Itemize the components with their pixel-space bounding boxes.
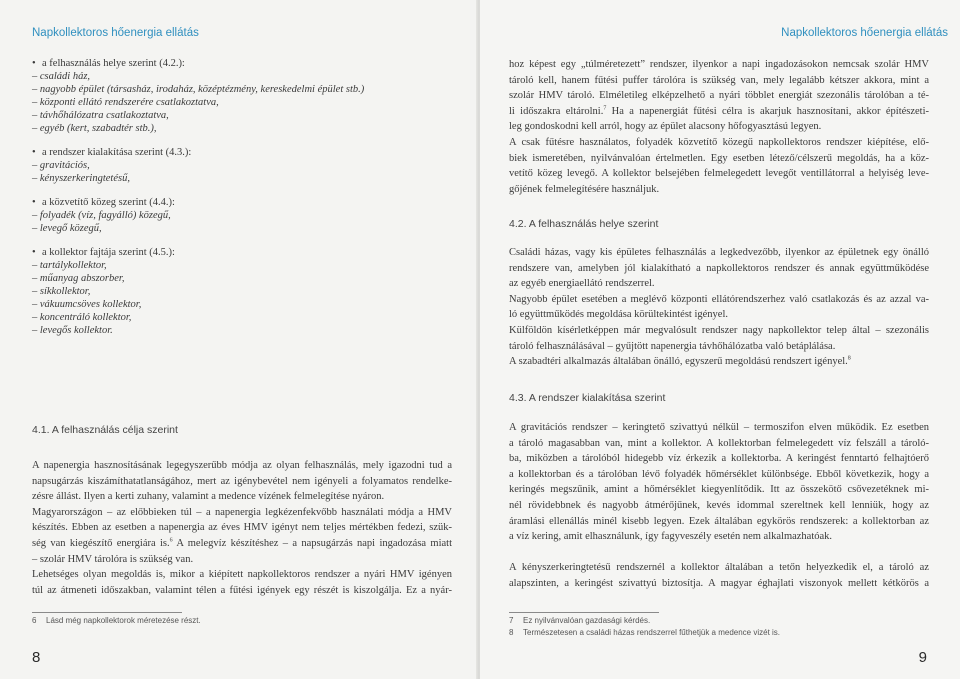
text-line (509, 545, 929, 561)
text-line: az egyéb energiaellátó rendszerrel. (509, 278, 655, 290)
list-item: – távhőhálózatra csatlakoztatva, (32, 110, 169, 121)
body-paragraph (509, 57, 929, 197)
list-lead: • a közvetítő közeg szerint (4.4.): (32, 197, 175, 208)
footnote-divider (32, 612, 182, 613)
body-paragraph (509, 420, 929, 592)
text-line: vetítő közeg levegő. A kollektor belsejében felmelegedett levegőt ventillátorral a helyiség leve- (509, 168, 929, 180)
list-item: – műanyag abszorber, (32, 273, 125, 284)
body-paragraph (32, 458, 452, 598)
text-line: Nagyobb épület esetében a meglévő központi ellátórendszerhez való csatlakozás és az azzal va- (509, 293, 929, 305)
list-item: – családi ház, (32, 71, 91, 82)
text-line: napsugárzás kiszámíthatatlanságához, mert az igénybevétel nem igényeli a folyamatos rendelke- (32, 475, 452, 487)
section-heading-4-1: 4.1. A felhasználás célja szerint (32, 424, 178, 436)
text-line: leg gondoskodni kell arról, hogy az épület alacsony hőfogyasztású legyen. (509, 121, 822, 133)
running-head-right: Napkollektoros hőenergia ellátás (781, 27, 948, 39)
text-line: – szolár HMV tárolóra is szükség van. (32, 553, 194, 565)
list-item: – folyadék (víz, fagyálló) közegű, (32, 210, 171, 221)
text-line: A napenergia hasznosításának legegyszerűbb módja az olyan felhasználás, mely igazodni tud a (32, 460, 452, 471)
list-item: – tartálykollektor, (32, 260, 107, 271)
list-item: – egyéb (kert, szabadtér stb.), (32, 123, 157, 134)
footnote: 6 Lásd még napkollektorok méretezése részt. (32, 616, 201, 625)
text-line: A gravitációs rendszer – keringtető szivattyú nélkül – termoszifon elven működik. Ez esetben (509, 422, 929, 433)
list-item: – koncentráló kollektor, (32, 312, 132, 323)
text-line: keringés megszűnik, amint a hőmérséklet kiegyenlítődik. Itt az összekötő csővezetéknek mi- (509, 484, 929, 496)
bullet-icon: • (32, 197, 36, 208)
footnote: 7 Ez nyilvánvalóan gazdasági kérdés. (509, 616, 651, 625)
classification-list (32, 57, 452, 337)
page-number: 8 (32, 649, 41, 666)
right-page (480, 0, 960, 679)
text-line: tároló felhasználásával – gyűjtött napenergia távhőhálózatba való betáplálása. (509, 340, 836, 352)
page-number: 9 (918, 649, 927, 666)
bullet-icon: • (32, 147, 36, 158)
list-item: – nagyobb épület (társasház, irodaház, középtézmény, kereskedelmi épület stb.) (32, 84, 365, 95)
list-item: – gravitációs, (32, 160, 90, 171)
text-line: Külföldön kísérletképpen már megvalósult rendszer nagy napkollektor telep által – szezonális (509, 324, 929, 336)
text-line: tároló kell, hanem fűtési puffer tárolóra is szükség van, mely legalább kétszer akkora, mint a (509, 74, 929, 86)
text-line: A csak fűtésre használatos, folyadék közvetítő közegű napkollektoros rendszer kiépítése, elő- (509, 136, 929, 148)
text-line: túl az átmeneti időszakban, valamint télen a fűtési igények egy részét is kiszolgálja. Ez a nyár- (32, 584, 452, 596)
text-line: szolár HMV tároló. Elméletileg elképzelhető a nyári többlet energiát szezonális tárolóban a té- (509, 90, 929, 102)
text-line: a víz kering, amit elhasználunk, így fagyveszély esetén nem alkalmazhatóak. (509, 531, 833, 543)
section-heading-4-2: 4.2. A felhasználás helye szerint (509, 218, 659, 230)
text-line: ló együttműködés megoldása körültekintést igényel. (509, 309, 728, 321)
text-line: zésre állást. Ilyen a kerti zuhany, valamint a medence vízének felmelegítése nyáron. (32, 491, 385, 503)
body-paragraph (509, 245, 929, 370)
text-line: li időszakra eltárolni.$^7$ Ha a napenergiát fűtési célra is akarjuk hasznosítani, akkor építészeti- (509, 105, 930, 117)
list-item: – levegős kollektor. (32, 325, 113, 336)
list-lead: • a felhasználás helye szerint (4.2.): (32, 58, 185, 69)
text-line: A szabadtéri alkalmazás általában önálló, egyszerű megoldású rendszert igényel.$^8$ (509, 355, 851, 368)
list-lead: • a rendszer kialakítása szerint (4.3.): (32, 147, 192, 158)
text-line: a tároló magasabban van, mint a kollektor. A kollektorban felmelegedett víz felszáll a tároló- (509, 437, 929, 449)
text-line: ba, miközben a tárolóból hidegebb víz érkezik a kollektorba. A keringést fenntartó felhajtóerő (509, 453, 929, 465)
text-line: áramlási ellenállás minél kisebb legyen. Ezek általában egykörös rendszerek: a kollektorban az (509, 515, 929, 527)
text-line: a kollektorban és a tárolóban lévő folyadék hőmérséklet különbsége. Ebből következik, hogy a (509, 468, 929, 480)
running-head-left: Napkollektoros hőenergia ellátás (32, 27, 199, 39)
text-line: hoz képest egy „túlméretezett” rendszer, ilyenkor a napi ingadozásokon nemcsak szolár HMV (509, 59, 929, 70)
text-line: Magyarországon – az előbbieken túl – a napenergia legkézenfekvőbb használati módja a HMV (32, 506, 452, 518)
bullet-icon: • (32, 58, 36, 69)
footnote-divider (509, 612, 659, 613)
text-line: Lehetséges olyan megoldás is, mikor a kiépített napkollektoros rendszer a nyári HMV igényen (32, 569, 452, 581)
section-heading-4-3: 4.3. A rendszer kialakítása szerint (509, 392, 666, 404)
footnote-ref[interactable]: 7 (603, 105, 607, 112)
footnote: 8 Természetesen a családi házas rendszerrel fűthetjük a medence vizét is. (509, 628, 781, 637)
text-line: ség van kiegészítő energiára is.$^6$ A melegvíz készítéshez – a napsugárzás napi ingadozása miatt (32, 537, 453, 549)
left-page (0, 0, 478, 679)
text-line: alapszinten, a keringést szivattyú biztosítja. A magyar éghajlati viszonyok mellett kétkörös a (509, 577, 929, 589)
list-item: – levegő közegű, (32, 223, 102, 234)
footnote-ref[interactable]: 8 (847, 355, 851, 362)
text-line: rendszere van, amelyben jól kialakítható a napkollektoros rendszer és annak együttműködése (509, 262, 929, 274)
list-item: – kényszerkeringtetésű, (32, 173, 130, 184)
bullet-icon: • (32, 247, 36, 258)
text-line: nél rövidebbnek és nagyobb átmérőjűnek, kevés idommal szereltnek kell lenniük, hogy az (509, 499, 929, 511)
list-item: – központi ellátó rendszerére csatlakoztatva, (32, 97, 219, 108)
text-line: gőjének felmelegítésére használjuk. (509, 183, 660, 195)
text-line: készítés. Ebben az esetben a napenergia az éves HMV igényt nem teljes mértékben fedezi, szük- (32, 522, 452, 534)
text-line: biek ismeretében, nyilvánvalóan értelmetlen. Egy esetben létező/célszerű megoldás, ha a köz- (509, 152, 929, 164)
text-line: Családi házas, vagy kis épületes felhasználás a legkedvezőbb, ilyenkor az épületnek egy önálló (509, 247, 929, 258)
text-line: A kényszerkeringtetésű rendszernél a kollektor általában a tetőn helyezkedik el, a tároló az (509, 562, 929, 574)
list-lead: • a kollektor fajtája szerint (4.5.): (32, 247, 175, 258)
list-item: – síkkollektor, (32, 286, 91, 297)
footnote-ref[interactable]: 6 (169, 537, 173, 544)
list-item: – vákuumcsöves kollektor, (32, 299, 142, 310)
